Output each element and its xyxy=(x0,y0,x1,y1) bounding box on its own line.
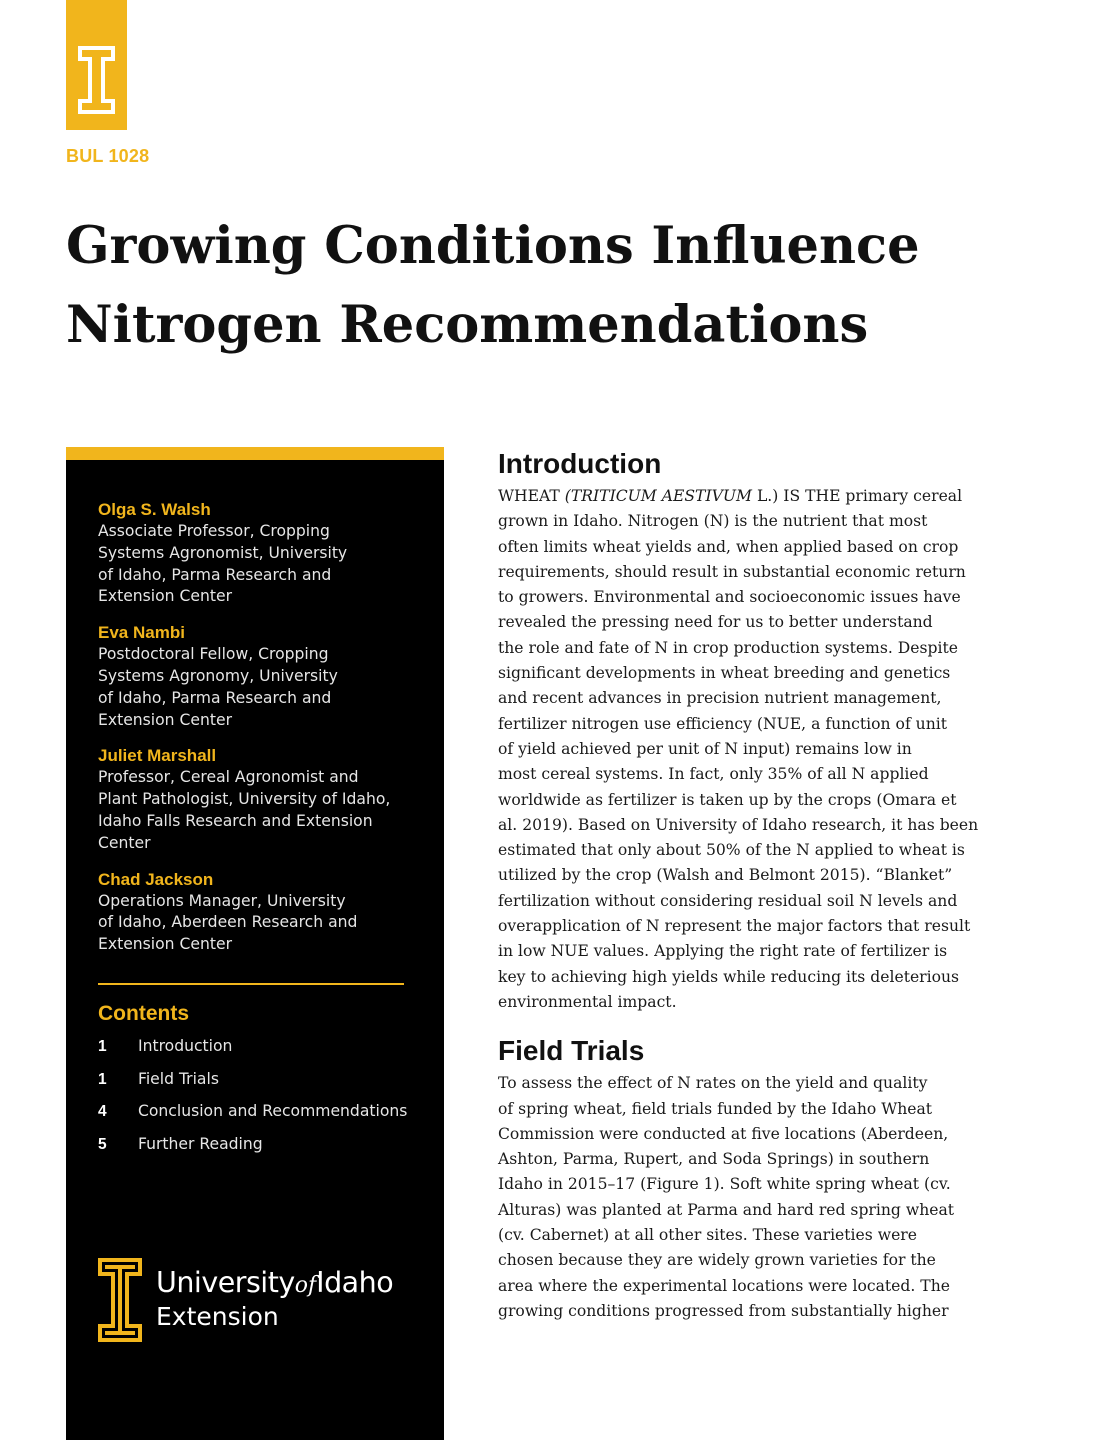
body-line: al. 2019). Based on University of Idaho research, it has been xyxy=(498,815,979,834)
lead-rest: L.) IS THE primary cereal xyxy=(751,487,963,505)
brand-wordmark xyxy=(156,1266,393,1331)
body-line: of spring wheat, field trials funded by the Idaho Wheat xyxy=(498,1099,933,1118)
toc-item-further-reading[interactable] xyxy=(98,1135,438,1168)
page-title xyxy=(66,207,1066,365)
author-sidebar xyxy=(66,447,444,1440)
table-of-contents xyxy=(98,1037,438,1167)
top-logo-block xyxy=(66,0,127,130)
toc-label: Field Trials xyxy=(138,1069,219,1088)
author-list xyxy=(98,499,428,970)
body-line: To assess the effect of N rates on the yield and quality xyxy=(498,1074,928,1093)
body-line: Ashton, Parma, Rupert, and Soda Springs) in southern xyxy=(498,1150,930,1169)
title-line-2: Nitrogen Recommendations xyxy=(66,295,869,355)
block-i-logo-icon xyxy=(66,40,127,120)
body-line: worldwide as fertilizer is taken up by the crops (Omara et xyxy=(498,790,957,809)
main-content xyxy=(498,444,998,1324)
author-entry xyxy=(98,622,428,731)
author-role: Associate Professor, Cropping Systems Agronomist, University of Idaho, Parma Research and Extension Center xyxy=(98,522,348,606)
dropcap-lead: WHEAT xyxy=(498,487,565,505)
author-name: Juliet Marshall xyxy=(98,746,217,766)
body-line: the role and fate of N in crop production systems. Despite xyxy=(498,638,958,657)
body-line: overapplication of N represent the major factors that result xyxy=(498,917,971,936)
body-line: significant developments in wheat breeding and genetics xyxy=(498,664,951,683)
body-line: fertilization without considering residual soil N levels and xyxy=(498,891,958,910)
author-name: Eva Nambi xyxy=(98,623,185,643)
block-i-logo-icon xyxy=(98,1258,142,1342)
body-line xyxy=(498,484,998,509)
section-heading: Field Trials xyxy=(498,1035,645,1067)
author-role: Professor, Cereal Agronomist and Plant Pathologist, University of Idaho, Idaho Falls Research and Extension Center xyxy=(98,768,391,852)
author-name: Olga S. Walsh xyxy=(98,500,211,519)
contents-divider xyxy=(98,983,404,985)
body-line: Commission were conducted at five locations (Aberdeen, xyxy=(498,1124,949,1143)
author-entry xyxy=(98,499,428,608)
body-line: growing conditions progressed from substantially higher xyxy=(498,1301,949,1320)
section-body xyxy=(498,1071,998,1324)
body-line: grown in Idaho. Nitrogen (N) is the nutrient that most xyxy=(498,512,928,531)
body-line: requirements, should result in substantial economic return xyxy=(498,562,966,581)
body-line: (cv. Cabernet) at all other sites. These varieties were xyxy=(498,1226,917,1245)
toc-page-number: 1 xyxy=(98,1038,107,1055)
body-line: environmental impact. xyxy=(498,992,677,1011)
toc-page-number: 4 xyxy=(98,1103,107,1120)
body-line: of yield achieved per unit of N input) remains low in xyxy=(498,739,912,758)
toc-item-introduction[interactable] xyxy=(98,1037,438,1070)
brand-name-university: University xyxy=(156,1266,295,1299)
toc-label: Introduction xyxy=(138,1037,233,1055)
author-name: Chad Jackson xyxy=(98,869,214,889)
toc-page-number: 1 xyxy=(98,1070,107,1088)
section-introduction xyxy=(498,444,998,1015)
sidebar-accent-bar xyxy=(66,447,444,460)
author-role: Operations Manager, University of Idaho, Aberdeen Research and Extension Center xyxy=(98,891,358,954)
body-line: often limits wheat yields and, when applied based on crop xyxy=(498,537,959,556)
toc-item-conclusion[interactable] xyxy=(98,1102,438,1135)
toc-page-number: 5 xyxy=(98,1135,107,1153)
contents-heading: Contents xyxy=(98,1002,189,1025)
university-of-idaho-extension-logo xyxy=(98,1258,428,1342)
bulletin-number: BUL 1028 xyxy=(66,146,150,166)
title-line-1: Growing Conditions Influence xyxy=(66,216,920,276)
body-line: fertilizer nitrogen use efficiency (NUE, a function of unit xyxy=(498,714,948,733)
body-line: in low NUE values. Applying the right rate of fertilizer is xyxy=(498,942,948,961)
section-field-trials xyxy=(498,1031,998,1324)
toc-label: Conclusion and Recommendations xyxy=(138,1102,408,1120)
body-line: and recent advances in precision nutrient management, xyxy=(498,689,942,708)
species-name: (TRITICUM AESTIVUM xyxy=(564,487,752,505)
toc-label: Further Reading xyxy=(138,1134,263,1153)
body-line: key to achieving high yields while reducing its deleterious xyxy=(498,967,960,986)
body-line: to growers. Environmental and socioeconomic issues have xyxy=(498,588,961,607)
body-line: revealed the pressing need for us to better understand xyxy=(498,613,933,632)
body-line: Alturas) was planted at Parma and hard red spring wheat xyxy=(498,1200,955,1219)
author-entry xyxy=(98,869,428,956)
brand-name-of: of xyxy=(294,1273,317,1298)
body-line: most cereal systems. In fact, only 35% of all N applied xyxy=(498,765,929,784)
brand-name-idaho: Idaho xyxy=(316,1266,394,1299)
brand-extension: Extension xyxy=(156,1302,279,1331)
brand-name xyxy=(156,1266,393,1303)
author-entry xyxy=(98,745,428,854)
body-line: Idaho in 2015–17 (Figure 1). Soft white spring wheat (cv. xyxy=(498,1175,951,1194)
section-body xyxy=(498,484,998,1015)
body-line: utilized by the crop (Walsh and Belmont 2015). “Blanket” xyxy=(498,866,953,885)
author-role: Postdoctoral Fellow, Cropping Systems Agronomy, University of Idaho, Parma Research and Extension Center xyxy=(98,645,338,729)
body-line: chosen because they are widely grown varieties for the xyxy=(498,1251,936,1270)
body-line: estimated that only about 50% of the N applied to wheat is xyxy=(498,841,965,860)
section-heading: Introduction xyxy=(498,448,662,479)
body-line: area where the experimental locations were located. The xyxy=(498,1276,950,1295)
toc-item-field-trials[interactable] xyxy=(98,1070,438,1103)
